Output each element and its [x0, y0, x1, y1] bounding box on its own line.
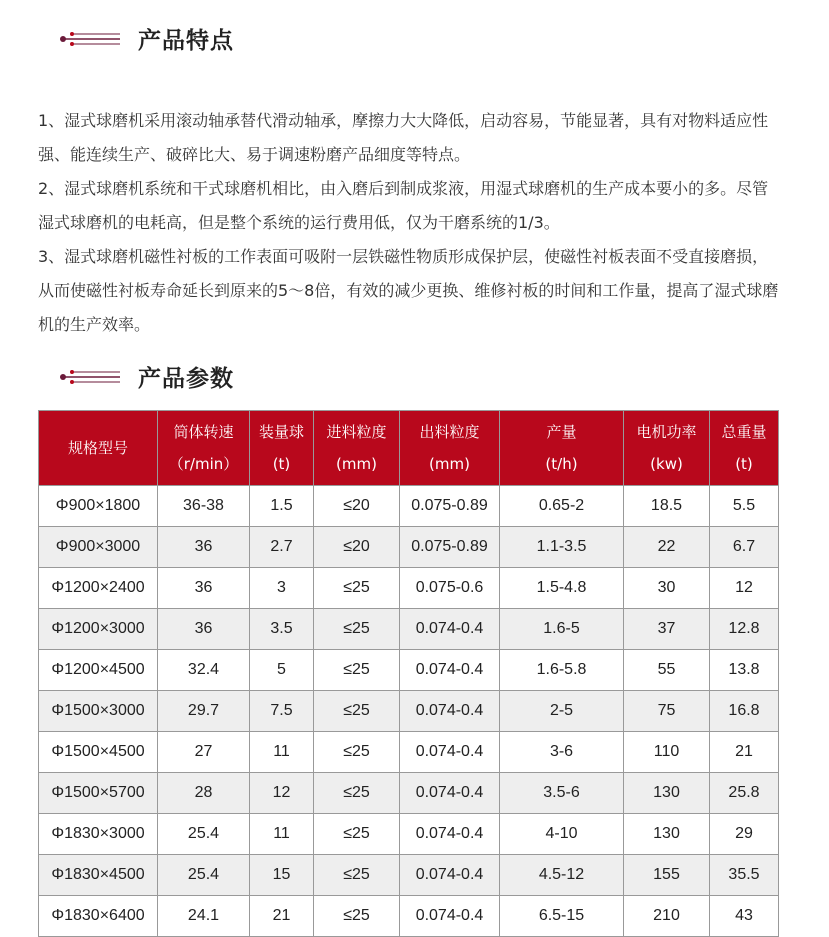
- table-row: [39, 773, 779, 814]
- table-cell-ball-load: 2.7: [250, 527, 314, 568]
- table-cell-motor-power: 110: [624, 732, 710, 773]
- table-cell-feed-size: ≤20: [314, 486, 400, 527]
- table-cell-spec-model: Φ900×3000: [39, 527, 158, 568]
- table-cell-feed-size: ≤25: [314, 691, 400, 732]
- table-cell-total-weight: 35.5: [710, 855, 779, 896]
- table-row: [39, 855, 779, 896]
- column-header-total-weight: [710, 411, 779, 486]
- table-cell-feed-size: ≤25: [314, 568, 400, 609]
- table-cell-motor-power: 75: [624, 691, 710, 732]
- column-header-feed-size: [314, 411, 400, 486]
- table-row: [39, 527, 779, 568]
- table-cell-capacity: 3.5-6: [500, 773, 624, 814]
- table-cell-capacity: 4-10: [500, 814, 624, 855]
- table-cell-spec-model: Φ1830×6400: [39, 896, 158, 937]
- features-text: [38, 104, 783, 342]
- column-header-unit: (t/h): [545, 455, 578, 473]
- spec-table: [38, 410, 779, 937]
- params-title: 产品参数: [138, 366, 234, 392]
- table-cell-discharge-size: 0.074-0.4: [400, 650, 500, 691]
- column-header-spec-model: [39, 411, 158, 486]
- table-row: [39, 896, 779, 937]
- table-cell-ball-load: 7.5: [250, 691, 314, 732]
- column-header-label: 装量球: [258, 423, 304, 441]
- table-cell-drum-speed: 29.7: [158, 691, 250, 732]
- column-header-label: 进料粒度: [326, 423, 387, 441]
- table-cell-ball-load: 11: [250, 732, 314, 773]
- table-cell-discharge-size: 0.075-0.89: [400, 486, 500, 527]
- feature-paragraph: 3、湿式球磨机磁性衬板的工作表面可吸附一层铁磁性物质形成保护层，使磁性衬板表面不受直接磨损，从而使磁性衬板寿命延长到原来的5～8倍，有效的减少更换、维修衬板的时间和工作量，提高了湿式球磨机的生产效率。: [38, 247, 779, 334]
- table-cell-feed-size: ≤25: [314, 896, 400, 937]
- table-cell-total-weight: 21: [710, 732, 779, 773]
- table-row: [39, 814, 779, 855]
- table-cell-feed-size: ≤25: [314, 732, 400, 773]
- table-cell-motor-power: 155: [624, 855, 710, 896]
- table-cell-spec-model: Φ1200×4500: [39, 650, 158, 691]
- table-cell-drum-speed: 36-38: [158, 486, 250, 527]
- column-header-unit: (mm): [429, 455, 470, 473]
- table-cell-ball-load: 5: [250, 650, 314, 691]
- table-cell-discharge-size: 0.074-0.4: [400, 896, 500, 937]
- table-cell-capacity: 2-5: [500, 691, 624, 732]
- table-cell-spec-model: Φ900×1800: [39, 486, 158, 527]
- table-cell-capacity: 1.5-4.8: [500, 568, 624, 609]
- table-cell-discharge-size: 0.075-0.89: [400, 527, 500, 568]
- table-cell-capacity: 1.6-5.8: [500, 650, 624, 691]
- table-cell-discharge-size: 0.074-0.4: [400, 814, 500, 855]
- table-cell-motor-power: 130: [624, 773, 710, 814]
- features-section-header: [58, 22, 234, 55]
- table-cell-ball-load: 3.5: [250, 609, 314, 650]
- table-cell-motor-power: 30: [624, 568, 710, 609]
- table-cell-spec-model: Φ1200×3000: [39, 609, 158, 650]
- table-cell-total-weight: 25.8: [710, 773, 779, 814]
- column-header-unit: (t): [735, 455, 753, 473]
- table-cell-total-weight: 16.8: [710, 691, 779, 732]
- table-cell-feed-size: ≤25: [314, 855, 400, 896]
- line-bullet-icon: [58, 27, 122, 51]
- table-cell-drum-speed: 28: [158, 773, 250, 814]
- table-cell-ball-load: 15: [250, 855, 314, 896]
- table-cell-feed-size: ≤25: [314, 773, 400, 814]
- table-cell-spec-model: Φ1830×3000: [39, 814, 158, 855]
- table-cell-motor-power: 130: [624, 814, 710, 855]
- table-cell-drum-speed: 36: [158, 609, 250, 650]
- column-header-label: 出料粒度: [419, 423, 480, 441]
- table-cell-discharge-size: 0.075-0.6: [400, 568, 500, 609]
- column-header-label: 总重量: [721, 423, 767, 441]
- table-cell-spec-model: Φ1500×4500: [39, 732, 158, 773]
- column-header-label: 筒体转速: [173, 423, 234, 441]
- table-row: [39, 568, 779, 609]
- table-cell-motor-power: 37: [624, 609, 710, 650]
- table-cell-spec-model: Φ1500×5700: [39, 773, 158, 814]
- table-cell-spec-model: Φ1200×2400: [39, 568, 158, 609]
- column-header-drum-speed: [158, 411, 250, 486]
- params-section-header: [58, 360, 234, 393]
- table-cell-total-weight: 29: [710, 814, 779, 855]
- table-cell-feed-size: ≤20: [314, 527, 400, 568]
- column-header-unit: (kw): [650, 455, 683, 473]
- table-cell-capacity: 4.5-12: [500, 855, 624, 896]
- table-cell-capacity: 6.5-15: [500, 896, 624, 937]
- table-cell-drum-speed: 36: [158, 568, 250, 609]
- table-cell-motor-power: 18.5: [624, 486, 710, 527]
- table-cell-motor-power: 210: [624, 896, 710, 937]
- column-header-unit: （r/min）: [168, 455, 239, 473]
- table-cell-feed-size: ≤25: [314, 814, 400, 855]
- column-header-motor-power: [624, 411, 710, 486]
- table-cell-capacity: 1.1-3.5: [500, 527, 624, 568]
- column-header-unit: (mm): [336, 455, 377, 473]
- table-row: [39, 609, 779, 650]
- table-cell-ball-load: 11: [250, 814, 314, 855]
- table-cell-ball-load: 12: [250, 773, 314, 814]
- table-header-row: [39, 411, 779, 486]
- table-row: [39, 691, 779, 732]
- column-header-label: 规格型号: [67, 439, 128, 457]
- table-row: [39, 650, 779, 691]
- table-cell-ball-load: 3: [250, 568, 314, 609]
- table-cell-drum-speed: 24.1: [158, 896, 250, 937]
- column-header-unit: (t): [272, 455, 291, 473]
- table-cell-motor-power: 55: [624, 650, 710, 691]
- table-cell-spec-model: Φ1500×3000: [39, 691, 158, 732]
- feature-paragraph: 1、湿式球磨机采用滚动轴承替代滑动轴承，摩擦力大大降低，启动容易，节能显著，具有对物料适应性强、能连续生产、破碎比大、易于调速粉磨产品细度等特点。: [38, 111, 769, 164]
- table-cell-drum-speed: 25.4: [158, 814, 250, 855]
- table-cell-capacity: 1.6-5: [500, 609, 624, 650]
- table-cell-total-weight: 5.5: [710, 486, 779, 527]
- feature-paragraph: 2、湿式球磨机系统和干式球磨机相比，由入磨后到制成浆液，用湿式球磨机的生产成本要小的多。尽管湿式球磨机的电耗高，但是整个系统的运行费用低，仅为干磨系统的1/3。: [38, 179, 769, 232]
- column-header-capacity: [500, 411, 624, 486]
- features-title: 产品特点: [138, 28, 234, 54]
- table-cell-discharge-size: 0.074-0.4: [400, 691, 500, 732]
- table-row: [39, 732, 779, 773]
- table-body: [39, 486, 779, 937]
- table-cell-discharge-size: 0.074-0.4: [400, 855, 500, 896]
- table-cell-drum-speed: 32.4: [158, 650, 250, 691]
- table-cell-total-weight: 43: [710, 896, 779, 937]
- table-cell-capacity: 3-6: [500, 732, 624, 773]
- column-header-label: 产量: [546, 423, 577, 441]
- table-cell-discharge-size: 0.074-0.4: [400, 609, 500, 650]
- table-cell-motor-power: 22: [624, 527, 710, 568]
- table-cell-ball-load: 1.5: [250, 486, 314, 527]
- table-cell-discharge-size: 0.074-0.4: [400, 773, 500, 814]
- table-cell-total-weight: 12: [710, 568, 779, 609]
- column-header-ball-load: [250, 411, 314, 486]
- table-cell-feed-size: ≤25: [314, 609, 400, 650]
- table-cell-drum-speed: 27: [158, 732, 250, 773]
- table-cell-spec-model: Φ1830×4500: [39, 855, 158, 896]
- table-cell-ball-load: 21: [250, 896, 314, 937]
- table-cell-drum-speed: 25.4: [158, 855, 250, 896]
- column-header-label: 电机功率: [636, 423, 697, 441]
- table-cell-total-weight: 6.7: [710, 527, 779, 568]
- table-cell-total-weight: 12.8: [710, 609, 779, 650]
- table-cell-drum-speed: 36: [158, 527, 250, 568]
- column-header-discharge-size: [400, 411, 500, 486]
- table-row: [39, 486, 779, 527]
- table-cell-total-weight: 13.8: [710, 650, 779, 691]
- table-cell-discharge-size: 0.074-0.4: [400, 732, 500, 773]
- table-cell-feed-size: ≤25: [314, 650, 400, 691]
- line-bullet-icon: [58, 365, 122, 389]
- table-cell-capacity: 0.65-2: [500, 486, 624, 527]
